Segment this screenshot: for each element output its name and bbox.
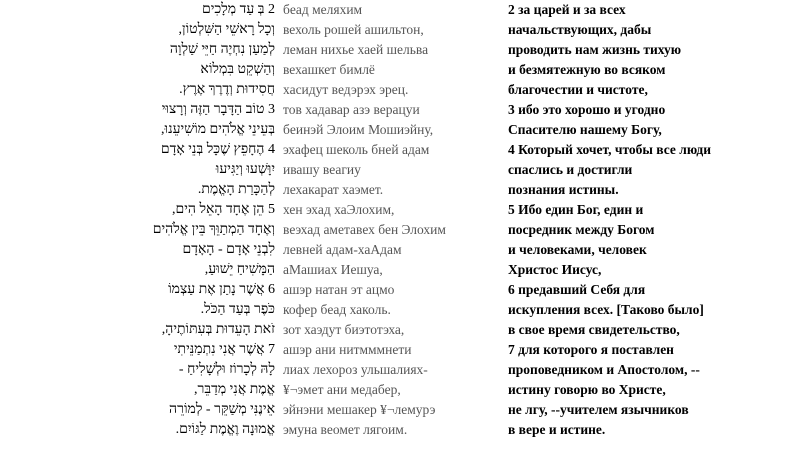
russian-text: 7 для которого я поставлен	[508, 342, 674, 357]
hebrew-text: אֱמוּנָה וֶאֱמֶת לַגּוֹיִם.	[175, 422, 275, 437]
verse-line	[0, 260, 800, 280]
hebrew-text: 3 טוֹב הַדָּבָר הַזֶּה וְרָצוּי	[161, 102, 275, 117]
verse-line	[0, 340, 800, 360]
hebrew-text: 7 אֲשֶׁר אֲנִי נִתְמַנֵּיתִי	[173, 342, 275, 357]
russian-text: 5 Ибо един Бог, един и	[508, 202, 644, 217]
verse-line	[0, 380, 800, 400]
russian-text: 2 за царей и за всех	[508, 2, 626, 17]
russian-text: не лгу, --учителем язычников	[508, 402, 689, 417]
russian-text: проводить нам жизнь тихую	[508, 42, 682, 57]
russian-text: 4 Который хочет, чтобы все люди	[508, 142, 712, 157]
transliteration-text: эйнэни мешакер ¥¬лемурэ	[283, 402, 436, 417]
verse-line	[0, 140, 800, 160]
verse-line	[0, 20, 800, 40]
russian-text: начальствующих, дабы	[508, 22, 652, 37]
hebrew-text: וְהַשְׁקֵט בִּמְלוֹא	[200, 62, 275, 77]
hebrew-text: לָהּ לְכָרוֹז וּלְשָׁלִיחַ -	[178, 362, 275, 377]
hebrew-text: אֵינֶנִּי מְשַׁקֵּר - לְמוֹרֵה	[169, 402, 275, 417]
hebrew-text: וְאֶחָד הַמְתַוֵּךְ בֵּין אֱלֹהִים	[152, 222, 275, 237]
transliteration-text: бeинэй Элоим Мошиэйну,	[283, 122, 434, 137]
hebrew-text: לִבְנֵי אָדָם - הָאָדָם	[182, 242, 275, 257]
russian-text: благочестии и чистоте,	[508, 82, 648, 97]
verse-line	[0, 80, 800, 100]
transliteration-text: ¥¬эмет ани медабер,	[283, 382, 401, 397]
hebrew-text: 2 בְּ עַד מְלָכִים	[201, 2, 275, 17]
hebrew-text: 5 הֵן אֶחָד הָאֵל הִים,	[171, 202, 275, 217]
transliteration-text: зот хаэдут биэтотэха,	[283, 322, 405, 337]
verse-line	[0, 180, 800, 200]
hebrew-text: 6 אֲשֶׁר נָתַן אֶת עַצְמוֹ	[168, 282, 275, 297]
hebrew-text: חֲסִידוּת וְדֶרֶךְ אֶרֶץ.	[179, 82, 275, 97]
hebrew-text: יִוָּשְׁעוּ וְיַגִּיעוּ	[215, 162, 275, 177]
transliteration-text: хен эхад хаЭлохим,	[283, 202, 395, 217]
transliteration-text: кофер бeaд хаколь.	[283, 302, 391, 317]
russian-text: Христос Иисус,	[508, 262, 602, 277]
transliteration-text: аМашиах Иешуа,	[283, 262, 383, 277]
verse-line	[0, 160, 800, 180]
verse-line	[0, 280, 800, 300]
transliteration-text: вехашкет бимлё	[283, 62, 375, 77]
verse-line	[0, 0, 800, 20]
hebrew-text: לְמַעַן נִחְיֶה חַיֵּי שַׁלְוָה	[169, 42, 275, 57]
russian-text: 6 предавший Себя для	[508, 282, 646, 297]
russian-text: спаслись и достигли	[508, 162, 633, 177]
verse-line	[0, 220, 800, 240]
russian-text: проповедником и Апостолом, --	[508, 362, 700, 377]
verse-line	[0, 60, 800, 80]
transliteration-text: тов хадавар азэ верацуи	[283, 102, 420, 117]
transliteration-text: вeэхад аметавех бен Элохим	[283, 222, 446, 237]
transliteration-text: ивашу веагиу	[283, 162, 361, 177]
russian-text: истину говорю во Христе,	[508, 382, 666, 397]
hebrew-text: וְכָל רָאשֵׁי הַשִּׁלְטוֹן,	[178, 22, 275, 37]
hebrew-text: זֹאת הָעֵדוּת בְּעִתּוֹתֶיהָ,	[161, 322, 275, 337]
transliteration-text: лиах лехороз ульшалиях-	[283, 362, 428, 377]
verse-line	[0, 400, 800, 420]
transliteration-text: ашэр ани нитмммнети	[283, 342, 412, 357]
verse-line	[0, 300, 800, 320]
hebrew-text: אֱמֶת אֲנִי מְדַבֵּר,	[193, 382, 275, 397]
russian-text: посредник между Богом	[508, 222, 655, 237]
verse-line	[0, 320, 800, 340]
russian-text: познания истины.	[508, 182, 619, 197]
transliteration-text: леман нихье хаей шельва	[283, 42, 429, 57]
transliteration-text: хасидут ведэрэх эрец.	[283, 82, 409, 97]
russian-text: 3 ибо это хорошо и угодно	[508, 102, 666, 117]
verse-line	[0, 200, 800, 220]
hebrew-text: בְּעֵינֵי אֱלֹהִים מוֹשִׁיעֵנוּ,	[161, 122, 275, 137]
russian-text: в свое время свидетельство,	[508, 322, 680, 337]
russian-text: искупления всех. [Таково было]	[508, 302, 704, 317]
transliteration-text: эхафец шеколь бней адам	[283, 142, 430, 157]
russian-text: Спасителю нашему Богу,	[508, 122, 662, 137]
russian-text: и человеками, человек	[508, 242, 647, 257]
transliteration-text: бeaд мeляхим	[283, 2, 363, 17]
transliteration-text: вехоль рошей ашильтон,	[283, 22, 424, 37]
verse-line	[0, 420, 800, 440]
transliteration-text: левней адам-хаАдам	[283, 242, 402, 257]
verse-line	[0, 100, 800, 120]
verse-line	[0, 40, 800, 60]
verse-line	[0, 360, 800, 380]
hebrew-text: הַמָּשִׁיחַ יֵשׁוּעַ,	[204, 262, 275, 277]
hebrew-text: לְהַכָּרַת הָאֱמֶת.	[197, 182, 275, 197]
hebrew-text: 4 הֶחָפֵץ שֶׁכָּל בְּנֵי אָדָם	[160, 142, 275, 157]
transliteration-text: лехакарат хаэмет.	[283, 182, 384, 197]
verse-line	[0, 240, 800, 260]
russian-text: и безмятежную во всяком	[508, 62, 666, 77]
transliteration-text: эмуна веомет лягоим.	[283, 422, 408, 437]
transliteration-text: ашэр натан эт ацмо	[283, 282, 395, 297]
russian-text: в вере и истине.	[508, 422, 606, 437]
verse-line	[0, 120, 800, 140]
hebrew-text: כֹּפֶר בְּעַד הַכֹּל.	[200, 302, 275, 317]
